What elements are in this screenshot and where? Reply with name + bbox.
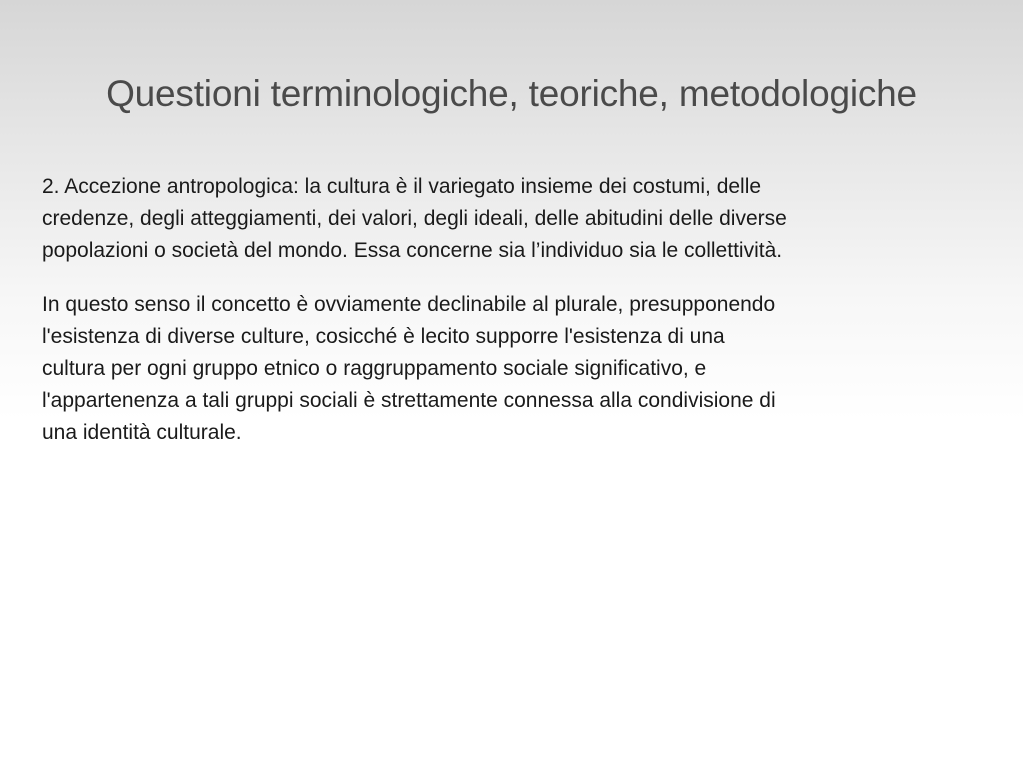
paragraph-anthropological-definition: 2. Accezione antropologica: la cultura è il variegato insieme dei costumi, delle credenze, degli atteggiamenti, dei valori, degli ideali, delle abitudini delle diverse popolazioni o società del mondo. Essa concerne sia l’individuo sia le collettività. [42, 175, 787, 262]
slide-title: Questioni terminologiche, teoriche, metodologiche [106, 73, 917, 114]
slide-body [42, 171, 982, 449]
paragraph-plural-cultures: In questo senso il concetto è ovviamente declinabile al plurale, presupponendo l'esistenza di diverse culture, cosicché è lecito supporre l'esistenza di una cultura per ogni gruppo etnico o raggruppamento sociale significativo, e l'appartenenza a tali gruppi sociali è strettamente connessa alla condivisione di una identità culturale. [42, 293, 776, 444]
